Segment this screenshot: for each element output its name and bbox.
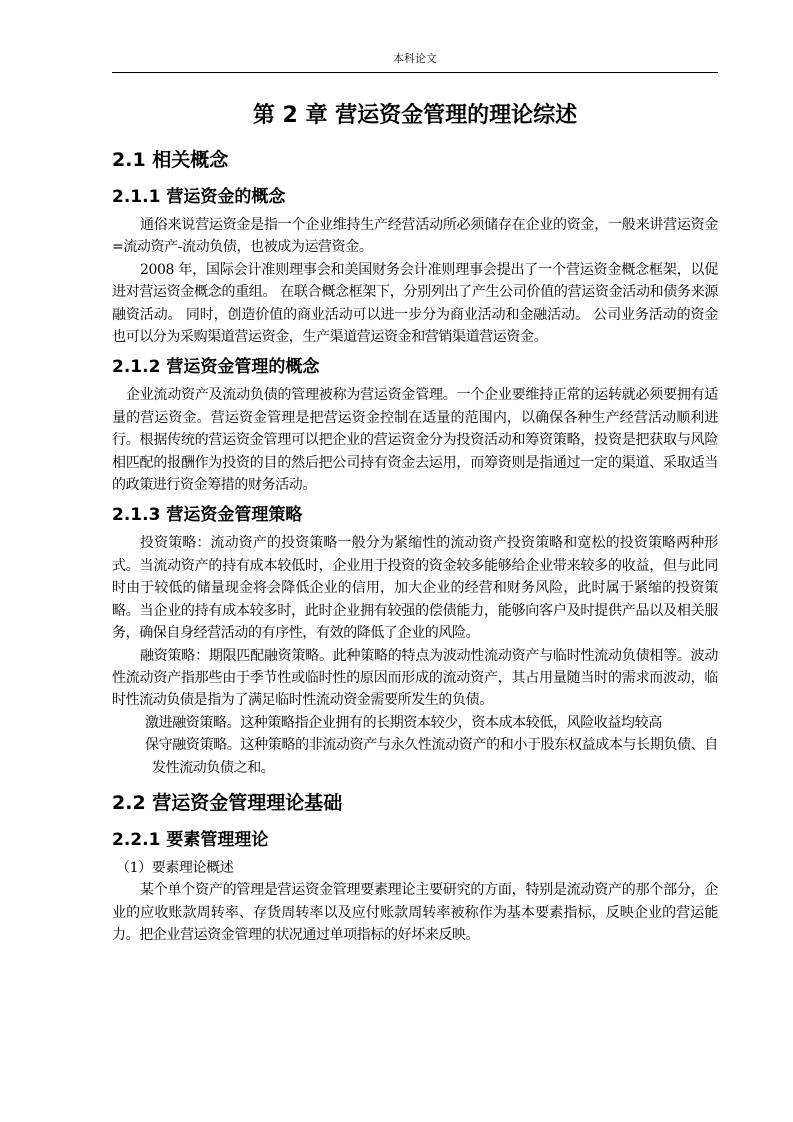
section-2-1-title: 2.1 相关概念 xyxy=(112,149,229,171)
section-2-2-1-title: 2.2.1 要素管理理论 xyxy=(112,829,269,850)
section-2-2-title: 2.2 营运资金管理理论基础 xyxy=(112,791,343,814)
paragraph: 投资策略：流动资产的投资策略一般分为紧缩性的流动资产投资策略和宽松的投资策略两种形式。当流动资产的持有成本较低时，企业用于投资的资金较多能够给企业带来较多的收益，但与此同时由于较低的储量现金将会降低企业的信用，加大企业的经营和财务风险，此时属于紧缩的投资策略。当企业的持有成本较多时，此时企业拥有较强的偿债能力，能够向客户及时提供产品以及相关服务，确保自身经营活动的有序性，有效的降低了企业的风险。 xyxy=(112,535,718,642)
list-label: （1）要素理论概述 xyxy=(116,859,234,876)
paragraph: 通俗来说营运资金是指一个企业维持生产经营活动所必须储存在企业的资金，一般来讲营运资金=流动资产-流动负债，也被成为运营资金。 xyxy=(112,217,718,256)
paragraph-hanging: 保守融资策略。这种策略的非流动资产与永久性流动资产的和小于股东权益成本与长期负债、自发性流动负债之和。 xyxy=(145,737,718,776)
running-header: 本科论文 xyxy=(393,52,437,65)
section-2-1-1-title: 2.1.1 营运资金的概念 xyxy=(112,187,286,207)
page-content xyxy=(112,100,718,947)
header-rule xyxy=(112,72,718,73)
chapter-title: 第 2 章 营运资金管理的理论综述 xyxy=(252,103,578,128)
paragraph: 企业流动资产及流动负债的管理被称为营运资金管理。一个企业要维持正常的运转就必须要拥有适量的营运资金。营运资金管理是把营运资金控制在适量的范围内，以确保各种生产经营活动顺利进行。根据传统的营运资金管理可以把企业的营运资金分为投资活动和筹资策略，投资是把获取与风险相匹配的报酬作为投资的目的然后把公司持有资金去运用，而筹资则是指通过一定的渠道、采取适当的政策进行资金筹措的财务活动。 xyxy=(112,387,718,494)
section-2-1-2-title: 2.1.2 营运资金管理的概念 xyxy=(112,357,320,378)
paragraph: 2008 年，国际会计准则理事会和美国财务会计准则理事会提出了一个营运资金概念框架，以促进对营运资金概念的重组。 在联合概念框架下，分别列出了产生公司价值的营运资金活动和债务来源融资活动。 同时，创造价值的商业活动可以进一步分为商业活动和金融活动。 公司业务活动的资金也可以分为采购渠道营运资金，生产渠道营运资金和营销渠道营运资金。 xyxy=(112,261,718,346)
paragraph: 融资策略：期限匹配融资策略。此种策略的特点为波动性流动资产与临时性流动负债相等。波动性流动资产指那些由于季节性或临时性的原因而形成的流动资产，其占用量随当时的需求而波动，临时性流动负债是指为了满足临时性流动资金需要所发生的负债。 xyxy=(112,647,718,709)
paragraph: 某个单个资产的管理是营运资金管理要素理论主要研究的方面，特别是流动资产的那个部分，企业的应收账款周转率、存货周转率以及应付账款周转率被称作为基本要素指标，反映企业的营运能力。把企业营运资金管理的状况通过单项指标的好坏来反映。 xyxy=(112,882,718,944)
section-2-1-3-title: 2.1.3 营运资金管理策略 xyxy=(112,505,303,526)
paragraph-hanging: 激进融资策略。这种策略指企业拥有的长期资本较少，资本成本较低，风险收益均较高 xyxy=(145,714,662,731)
